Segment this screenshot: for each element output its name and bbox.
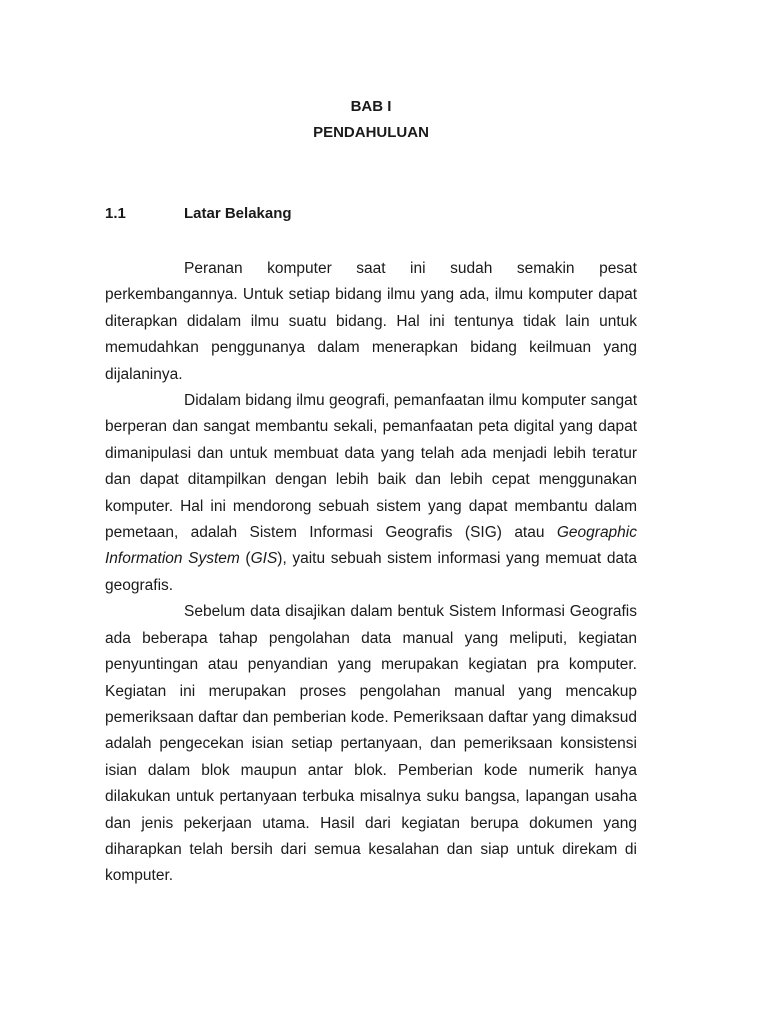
paragraph-1: Peranan komputer saat ini sudah semakin pesat perkembangannya. Untuk setiap bidang ilmu yang ada, ilmu komputer dapat diterapkan didalam ilmu suatu bidang. Hal ini tentunya tidak lain untuk memudahkan penggunanya dalam menerapkan bidang keilmuan yang dijalaninya.: [105, 260, 637, 383]
chapter-title: PENDAHULUAN: [313, 124, 429, 141]
paragraph-3: Sebelum data disajikan dalam bentuk Sistem Informasi Geografis ada beberapa tahap pengolahan data manual yang meliputi, kegiatan penyuntingan atau penyandian yang merupakan kegiatan pra komputer. Kegiatan ini merupakan proses pengolahan manual yang mencakup pemeriksaan daftar dan pemberian kode. Pemeriksaan daftar yang dimaksud adalah pengecekan isian setiap pertanyaan, dan pemeriksaan konsistensi isian dalam blok maupun antar blok. Pemberian kode numerik hanya dilakukan untuk pertanyaan terbuka misalnya suku bangsa, lapangan usaha dan jenis pekerjaan utama. Hasil dari kegiatan berupa dokumen yang diharapkan telah bersih dari semua kesalahan dan siap untuk direkam di komputer.: [105, 603, 637, 885]
body-text: [105, 256, 637, 890]
paragraph-2-italic-acronym: GIS: [250, 550, 278, 568]
paragraph-2-italic-term: Geographic Information System: [105, 524, 637, 568]
chapter-label: BAB I: [350, 98, 392, 115]
paragraph-2-text-b: (: [239, 550, 251, 568]
section-heading: [105, 204, 292, 224]
section-number: 1.1: [105, 205, 126, 222]
paragraph-2: [105, 388, 637, 599]
section-title: Latar Belakang: [184, 205, 292, 222]
paragraph-2-text-c: ), yaitu sebuah sistem informasi yang memuat data geografis.: [105, 550, 637, 594]
paragraph-2-text-a: Didalam bidang ilmu geografi, pemanfaatan ilmu komputer sangat berperan dan sangat membantu sekali, pemanfaatan peta digital yang dapat dimanipulasi dan untuk membuat data yang telah ada menjadi lebih teratur dan dapat ditampilkan dengan lebih baik dan lebih cepat menggunakan komputer. Hal ini mendorong sebuah sistem yang dapat membantu dalam pemetaan, adalah Sistem Informasi Geografis (SIG) atau: [105, 392, 637, 542]
